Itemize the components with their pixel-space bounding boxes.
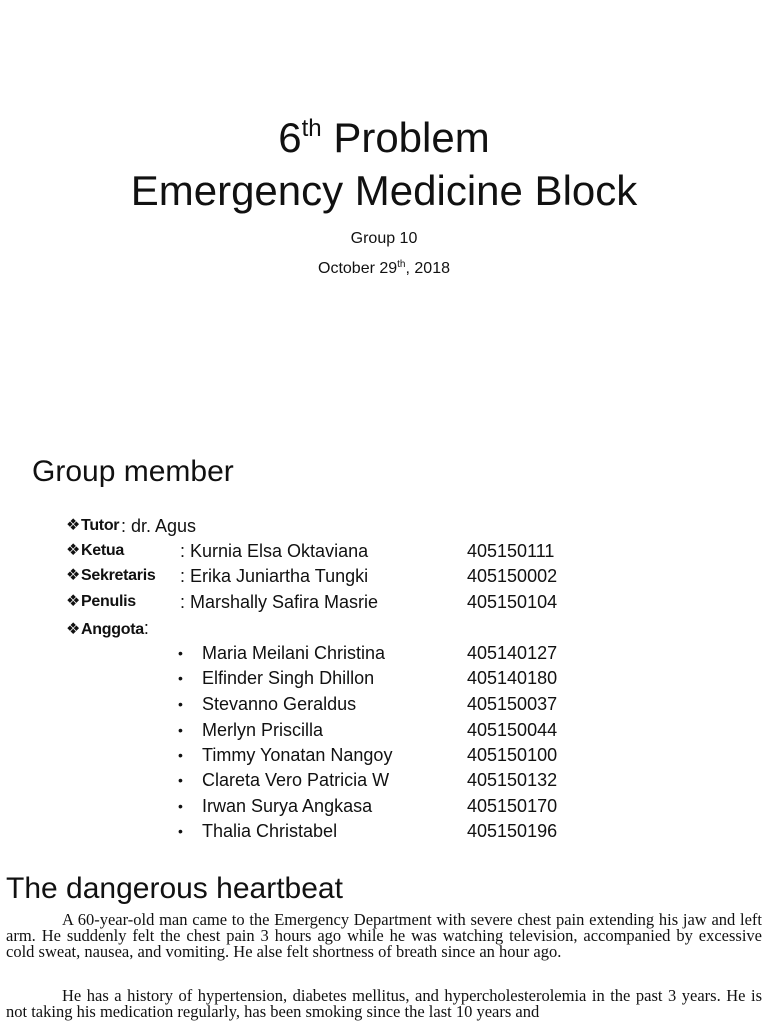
officer-role: Penulis: [81, 593, 136, 610]
officer-role: Ketua: [81, 542, 125, 559]
list-item: [0, 794, 768, 818]
title-superscript: th: [301, 115, 322, 142]
officer-row: [0, 564, 768, 588]
member-name: Clareta Vero Patricia W: [202, 770, 390, 790]
group-member-heading: Group member: [32, 455, 234, 488]
anggota-colon: :: [143, 618, 149, 638]
case-paragraph: He has a history of hypertension, diabetes mellitus, and hypercholesterolemia in the past 3 years. He is not taking his medication regularly, has been smoking since the last 10 years and: [6, 986, 762, 1021]
bullet-icon: •: [178, 772, 183, 788]
case-title: The dangerous heartbeat: [6, 872, 343, 905]
member-nim: 405150100: [467, 745, 558, 765]
list-item: [0, 768, 768, 792]
group-member-slide: [0, 430, 768, 860]
officer-name: : Kurnia Elsa Oktaviana: [180, 541, 369, 561]
diamond-bullet-icon: ❖: [66, 593, 81, 610]
group-label: Group 10: [350, 230, 418, 247]
member-nim: 405150196: [467, 821, 558, 841]
member-name: Maria Meilani Christina: [202, 643, 386, 663]
officer-row: [0, 539, 768, 563]
diamond-bullet-icon: ❖: [66, 517, 81, 534]
list-item: [0, 819, 768, 843]
list-item: [0, 641, 768, 665]
member-nim: 405140127: [467, 643, 558, 663]
member-nim: 405150044: [467, 720, 558, 740]
diamond-bullet-icon: ❖: [66, 567, 81, 584]
member-nim: 405140180: [467, 668, 558, 688]
title-word: Problem: [333, 114, 490, 161]
member-name: Stevanno Geraldus: [202, 694, 357, 714]
tutor-row: [0, 514, 768, 538]
bullet-icon: •: [178, 747, 183, 763]
list-item: [0, 718, 768, 742]
list-item: [0, 666, 768, 690]
slide-title-line1: [0, 114, 768, 162]
member-name: Merlyn Priscilla: [202, 720, 324, 740]
diamond-bullet-icon: ❖: [66, 621, 81, 638]
date-year: , 2018: [405, 260, 450, 277]
officer-nim: 405150002: [467, 566, 558, 586]
officer-name: : Erika Juniartha Tungki: [180, 566, 369, 586]
case-slide: [0, 860, 768, 1024]
title-number: 6: [278, 114, 302, 161]
slide-title-line2: Emergency Medicine Block: [130, 167, 638, 214]
anggota-row: [0, 616, 768, 640]
list-item: [0, 692, 768, 716]
member-name: Thalia Christabel: [202, 821, 338, 841]
anggota-label: Anggota: [81, 621, 144, 638]
member-nim: 405150132: [467, 770, 558, 790]
case-paragraph: A 60-year-old man came to the Emergency Department with severe chest pain extending his jaw and left arm. He suddenly felt the chest pain 3 hours ago while he was watching television, accompanied by excessive cold sweat, nausea, and vomiting. He alse felt shortness of breath since an hour ago.: [6, 910, 762, 961]
member-name: Timmy Yonatan Nangoy: [202, 745, 393, 765]
officer-nim: 405150111: [467, 541, 555, 561]
officer-row: [0, 590, 768, 614]
tutor-label: Tutor: [81, 517, 120, 534]
diamond-bullet-icon: ❖: [66, 542, 81, 559]
bullet-icon: •: [178, 823, 183, 839]
bullet-icon: •: [178, 696, 183, 712]
list-item: [0, 743, 768, 767]
officer-nim: 405150104: [467, 592, 558, 612]
date-superscript: th: [397, 259, 406, 270]
date-label: [0, 259, 768, 279]
title-slide: [0, 0, 768, 430]
member-name: Irwan Surya Angkasa: [202, 796, 373, 816]
bullet-icon: •: [178, 722, 183, 738]
bullet-icon: •: [178, 670, 183, 686]
date-day: October 29: [318, 260, 398, 277]
member-nim: 405150170: [467, 796, 558, 816]
tutor-value: : dr. Agus: [121, 516, 197, 536]
member-name: Elfinder Singh Dhillon: [202, 668, 375, 688]
bullet-icon: •: [178, 645, 183, 661]
bullet-icon: •: [178, 798, 183, 814]
officer-name: : Marshally Safira Masrie: [180, 592, 379, 612]
officer-role: Sekretaris: [81, 567, 156, 584]
member-nim: 405150037: [467, 694, 558, 714]
